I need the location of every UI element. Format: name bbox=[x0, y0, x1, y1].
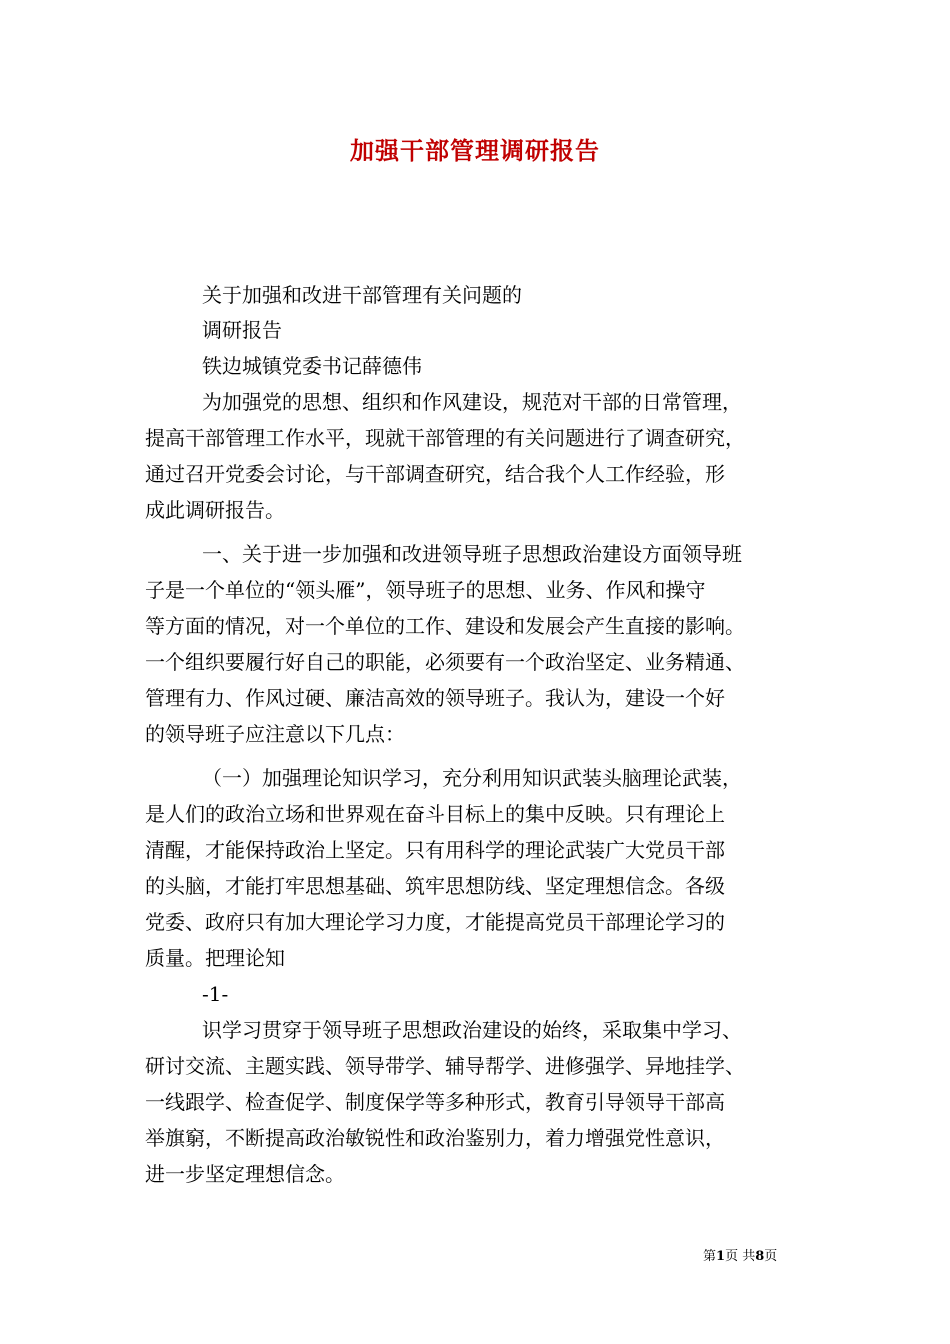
body-line: 一、关于进一步加强和改进领导班子思想政治建设方面领导班 bbox=[202, 542, 742, 566]
body-line: 质量。把理论知 bbox=[145, 946, 285, 970]
footer-middle: 页 共 bbox=[725, 1249, 756, 1264]
body-line: 的头脑，才能打牢思想基础、筑牢思想防线、坚定理想信念。各级 bbox=[145, 874, 725, 898]
body-line: 一个组织要履行好自己的职能，必须要有一个政治坚定、业务精通、 bbox=[145, 650, 745, 674]
body-line: 是人们的政治立场和世界观在奋斗目标上的集中反映。只有理论上 bbox=[145, 802, 725, 826]
body-line: 举旗窮，不断提高政治敏锐性和政治鉴别力，着力增强党性意识， bbox=[145, 1126, 725, 1150]
current-page-number: 1 bbox=[716, 1249, 726, 1264]
body-line: 成此调研报告。 bbox=[145, 498, 285, 522]
body-line: （一）加强理论知识学习，充分利用知识武装头脑理论武装， bbox=[202, 766, 742, 790]
body-line: 子是一个单位的“领头雁”，领导班子的思想、业务、作风和操守 bbox=[145, 578, 706, 602]
inline-page-number: -1- bbox=[202, 982, 229, 1006]
body-line: 识学习贯穿于领导班子思想政治建设的始终，采取集中学习、 bbox=[202, 1018, 742, 1042]
body-line: 党委、政府只有加大理论学习力度，才能提高党员干部理论学习的 bbox=[145, 910, 725, 934]
body-line: 清醒，才能保持政治上坚定。只有用科学的理论武装广大党员干部 bbox=[145, 838, 725, 862]
subtitle-line-2: 调研报告 bbox=[202, 318, 282, 342]
body-line: 的领导班子应注意以下几点： bbox=[145, 722, 405, 746]
document-title: 加强干部管理调研报告 bbox=[350, 136, 600, 165]
body-line: 等方面的情况，对一个单位的工作、建设和发展会产生直接的影响。 bbox=[145, 614, 745, 638]
body-line: 提高干部管理工作水平，现就干部管理的有关问题进行了调查研究， bbox=[145, 426, 745, 450]
page-footer bbox=[703, 1248, 777, 1266]
body-line: 研讨交流、主题实践、领导带学、辅导帮学、进修强学、异地挂学、 bbox=[145, 1054, 745, 1078]
footer-prefix: 第 bbox=[703, 1249, 717, 1264]
body-line: 管理有力、作风过硬、廉洁高效的领导班子。我认为，建设一个好 bbox=[145, 686, 725, 710]
body-line: 为加强党的思想、组织和作风建设，规范对干部的日常管理， bbox=[202, 390, 742, 414]
subtitle-line-1: 关于加强和改进干部管理有关问题的 bbox=[202, 283, 522, 307]
total-page-number: 8 bbox=[755, 1249, 765, 1264]
body-line: 通过召开党委会讨论，与干部调查研究，结合我个人工作经验，形 bbox=[145, 462, 725, 486]
author-line: 铁边城镇党委书记薛德伟 bbox=[202, 354, 422, 378]
body-line: 进一步坚定理想信念。 bbox=[145, 1162, 345, 1186]
footer-suffix: 页 bbox=[764, 1249, 778, 1264]
body-line: 一线跟学、检查促学、制度保学等多种形式，教育引导领导干部高 bbox=[145, 1090, 725, 1114]
